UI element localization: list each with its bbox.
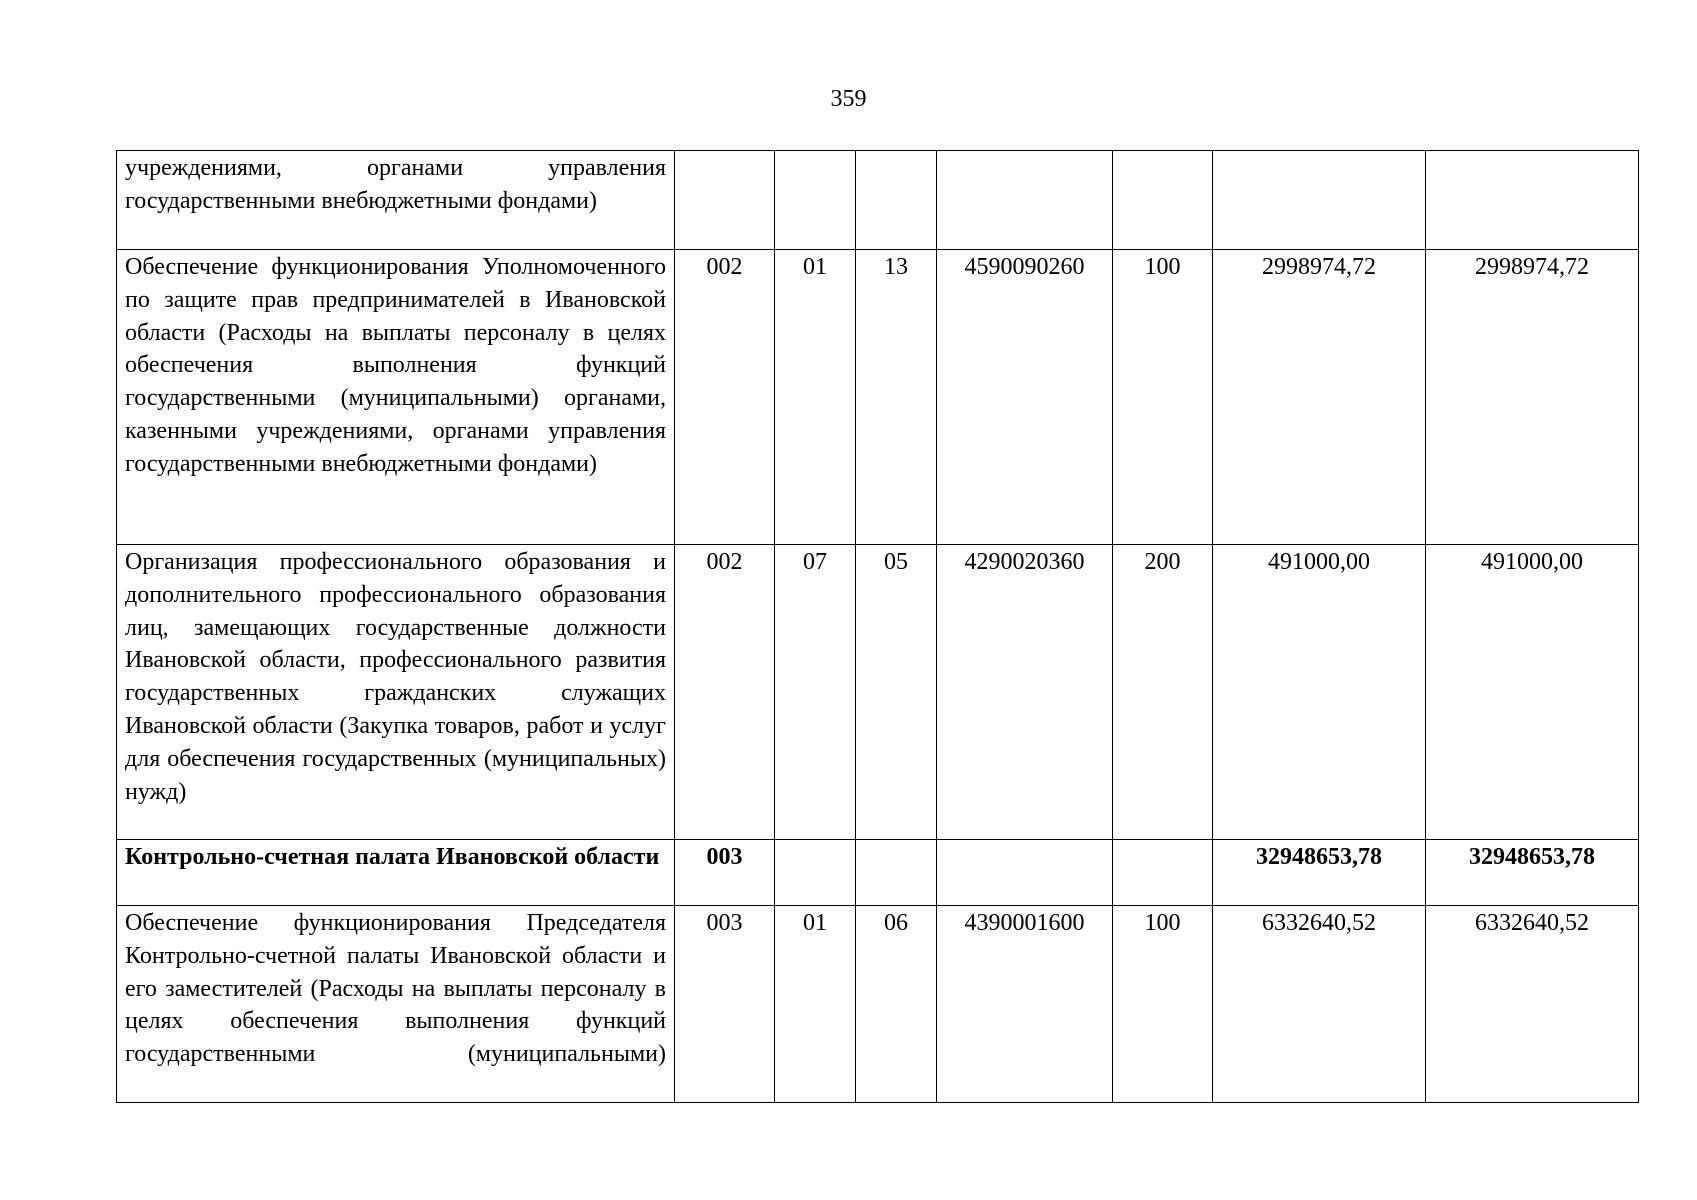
expense-type-code	[1113, 840, 1213, 906]
amount-1: 6332640,52	[1213, 906, 1426, 1103]
section-code: 01	[775, 906, 856, 1103]
row-description: Организация профессионального образования и дополнительного профессионального образования лиц, замещающих государственные должности Ивановской области, профессионального развития государственных гражданских служащих Ивановской области (Закупка товаров, работ и услуг для обеспечения государственных (муниципальных) нужд)	[117, 545, 675, 840]
section-code: 07	[775, 545, 856, 840]
subsection-code	[856, 840, 937, 906]
section-code	[775, 151, 856, 250]
expense-type-code: 100	[1113, 250, 1213, 545]
table-row	[117, 151, 1639, 250]
amount-2	[1426, 151, 1639, 250]
amount-2: 6332640,52	[1426, 906, 1639, 1103]
target-article-code: 4290020360	[937, 545, 1113, 840]
grbs-code: 003	[675, 906, 775, 1103]
table-row	[117, 840, 1639, 906]
budget-table	[116, 150, 1639, 1103]
grbs-code: 003	[675, 840, 775, 906]
subsection-code	[856, 151, 937, 250]
amount-1: 32948653,78	[1213, 840, 1426, 906]
table-row	[117, 545, 1639, 840]
row-description: Обеспечение функционирования Председателя Контрольно-счетной палаты Ивановской области и его заместителей (Расходы на выплаты персоналу в целях обеспечения выполнения функций государственными (муниципальными)	[117, 906, 675, 1103]
amount-2: 2998974,72	[1426, 250, 1639, 545]
grbs-code	[675, 151, 775, 250]
amount-1	[1213, 151, 1426, 250]
expense-type-code: 100	[1113, 906, 1213, 1103]
expense-type-code: 200	[1113, 545, 1213, 840]
target-article-code: 4390001600	[937, 906, 1113, 1103]
expense-type-code	[1113, 151, 1213, 250]
section-code: 01	[775, 250, 856, 545]
row-description: учреждениями, органами управления государственными внебюджетными фондами)	[117, 151, 675, 250]
target-article-code	[937, 840, 1113, 906]
row-description: Контрольно-счетная палата Ивановской области	[117, 840, 675, 906]
grbs-code: 002	[675, 545, 775, 840]
amount-1: 491000,00	[1213, 545, 1426, 840]
grbs-code: 002	[675, 250, 775, 545]
amount-1: 2998974,72	[1213, 250, 1426, 545]
subsection-code: 06	[856, 906, 937, 1103]
subsection-code: 05	[856, 545, 937, 840]
amount-2: 32948653,78	[1426, 840, 1639, 906]
row-description: Обеспечение функционирования Уполномоченного по защите прав предпринимателей в Ивановской области (Расходы на выплаты персоналу в целях обеспечения выполнения функций государственными (муниципальными) органами, казенными учреждениями, органами управления государственными внебюджетными фондами)	[117, 250, 675, 545]
amount-2: 491000,00	[1426, 545, 1639, 840]
target-article-code: 4590090260	[937, 250, 1113, 545]
table-row	[117, 906, 1639, 1103]
subsection-code: 13	[856, 250, 937, 545]
page-number: 359	[830, 86, 867, 112]
table-row	[117, 250, 1639, 545]
section-code	[775, 840, 856, 906]
target-article-code	[937, 151, 1113, 250]
